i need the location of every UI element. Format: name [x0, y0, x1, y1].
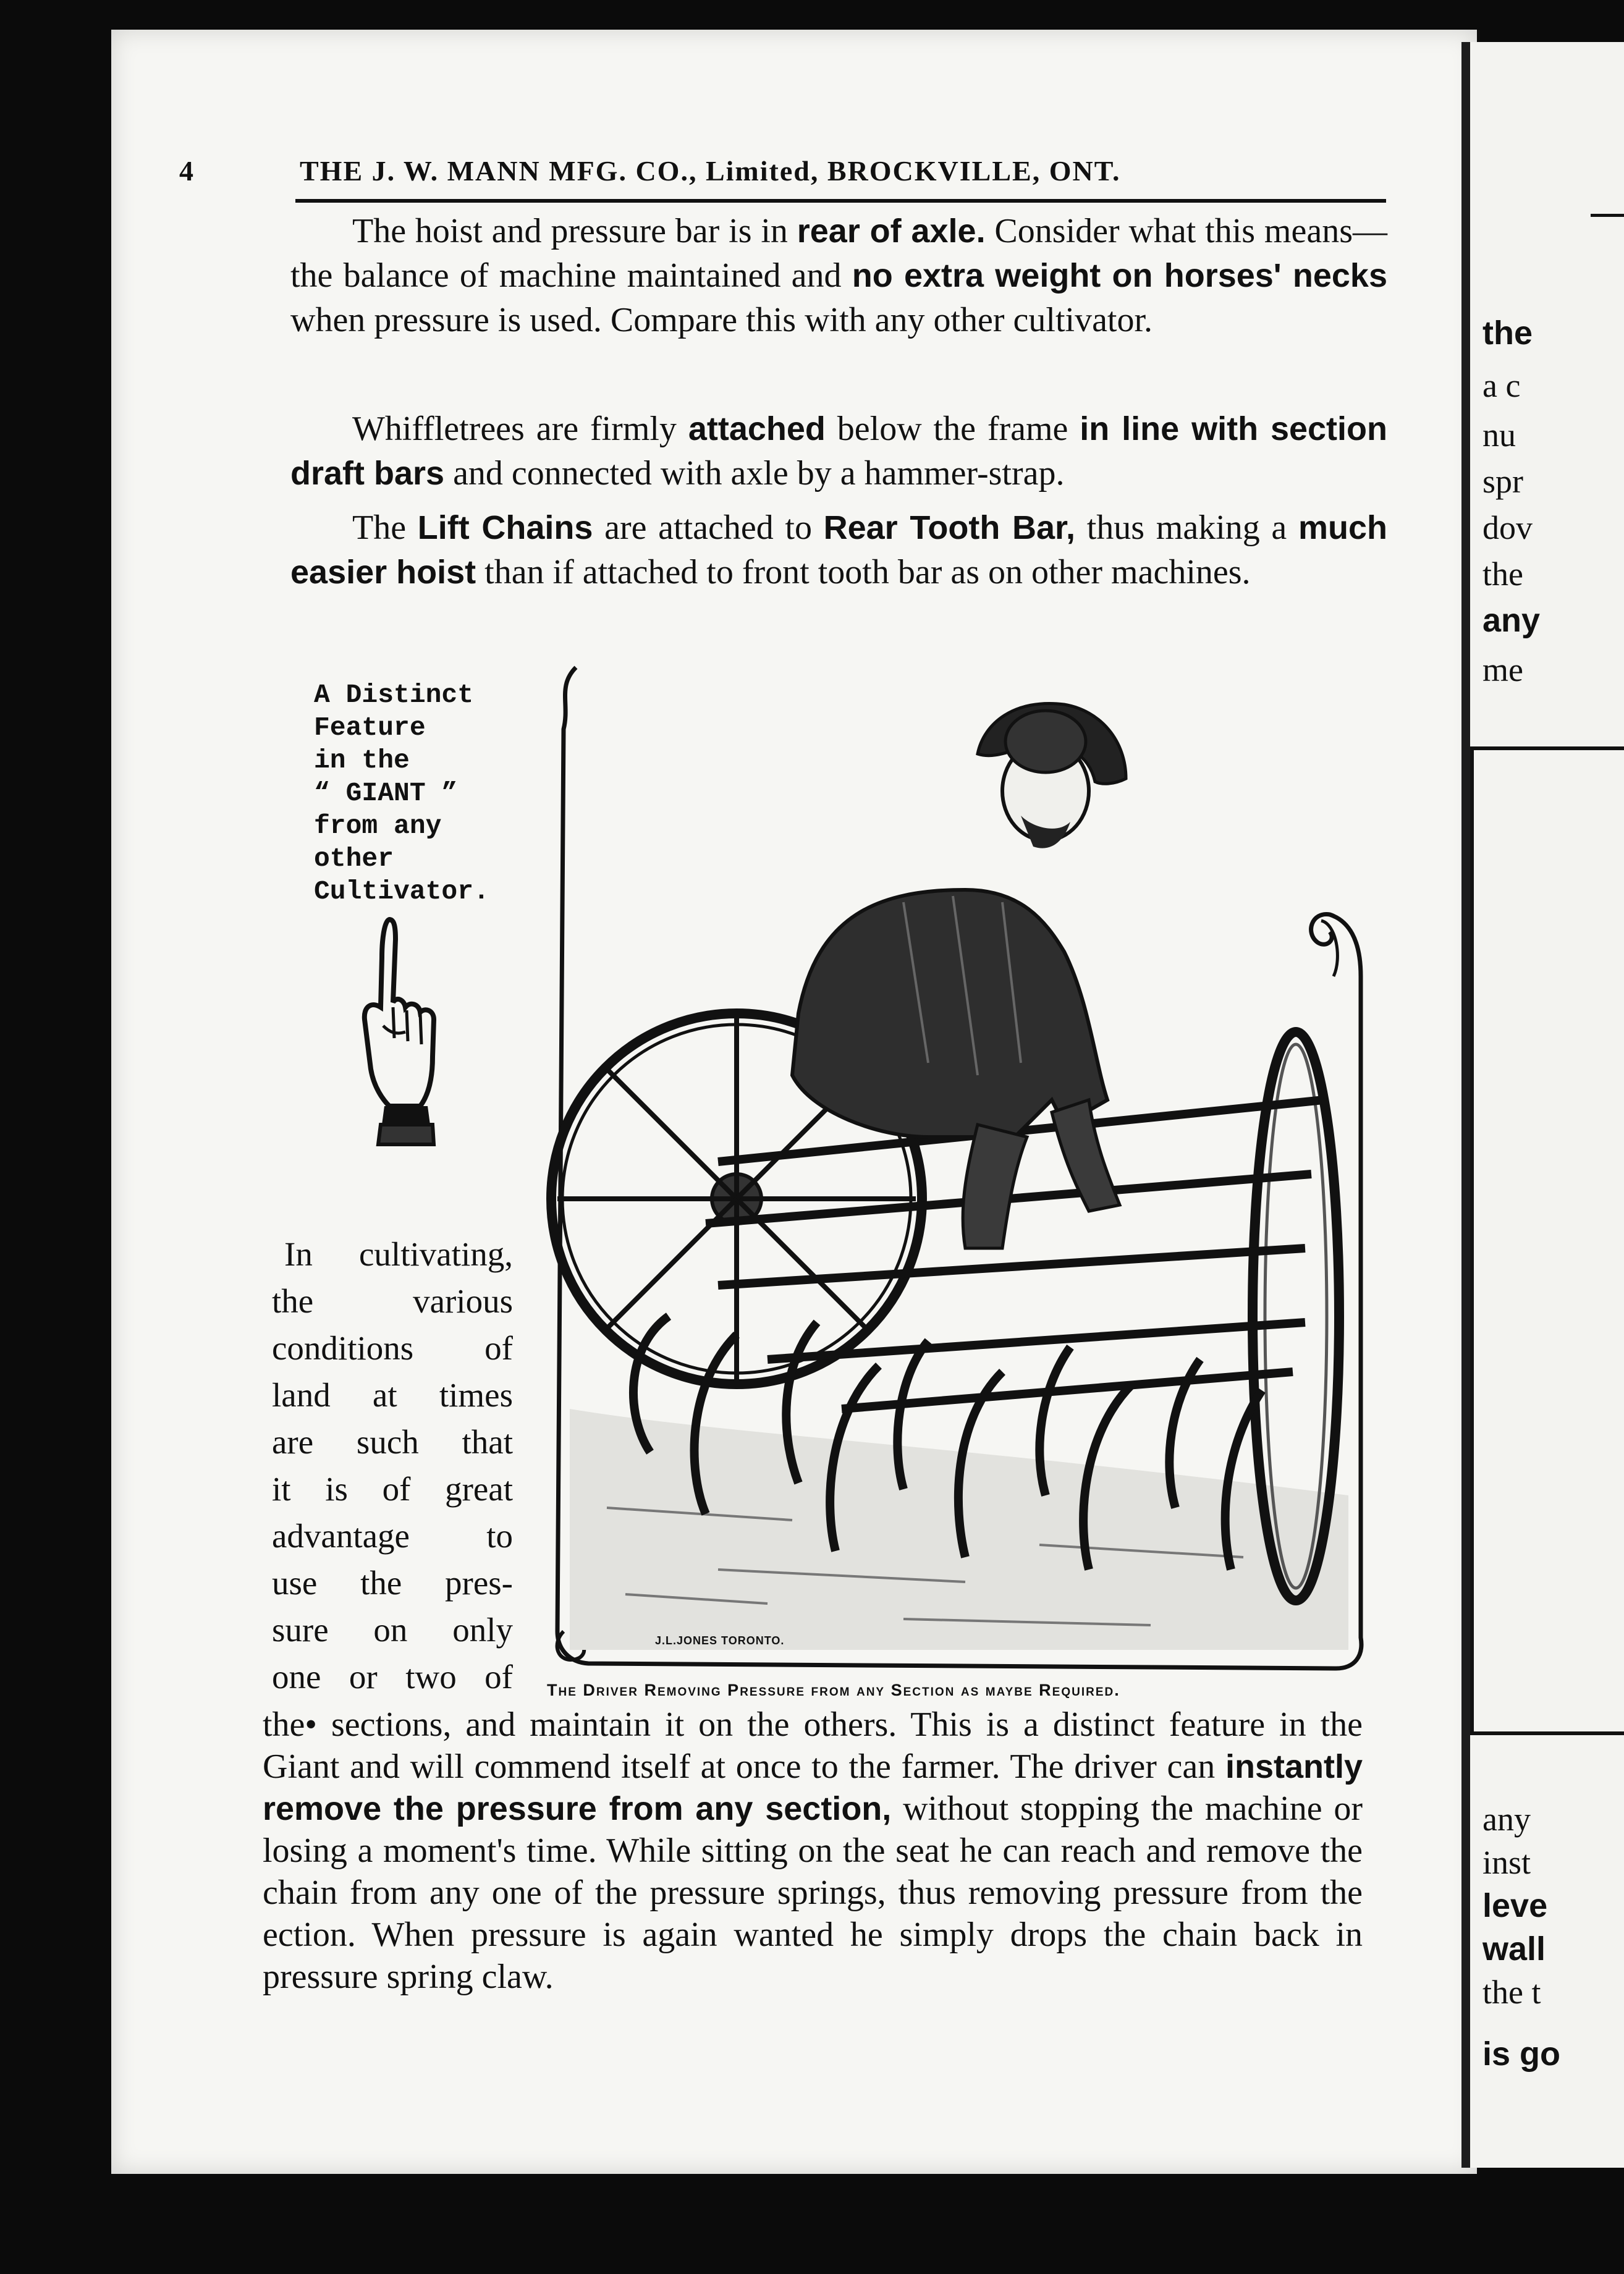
adjacent-fragment: is go [1482, 2035, 1561, 2073]
adjacent-fragment: the t [1482, 1974, 1541, 2011]
adjacent-fragment: inst [1482, 1844, 1531, 1881]
paragraph-pressure-removal: the• sections, and maintain it on the others. This is a distinct feature in the Giant and will commend itself at once to the farmer. The driver can instantly remove the pressure from any section, without stopping the machine or losing a moment's time. While sitting on the seat he can reach and remove the chain from any one of the pressure springs, thus removing pressure from the ection. When pressure is again wanted he simply drops the chain back in pressure spring claw. [263, 1705, 1363, 1996]
left-column-text: In cultivating, the various conditions of land at times are such that it is of great advantage to use the pres- sure on only one or two of [272, 1235, 513, 1696]
cultivator-illustration [533, 630, 1373, 1681]
engraver-credit: J.L.JONES TORONTO. [655, 1634, 785, 1647]
adjacent-fragment: any [1482, 1801, 1531, 1838]
adjacent-fragment: me [1482, 651, 1523, 688]
running-header [179, 154, 1384, 187]
adjacent-fragment: spr [1482, 463, 1523, 500]
adjacent-fragment: leve [1482, 1887, 1548, 1924]
adjacent-fragment: the [1482, 556, 1523, 593]
adjacent-page-fragment [1461, 42, 1624, 2168]
illustration-caption: The Driver Removing Pressure from any Section as maybe Required. [547, 1681, 1120, 1699]
adjacent-illustration-frame [1470, 746, 1624, 1735]
adjacent-page-rule [1591, 214, 1624, 217]
paragraph-lift-chains: The Lift Chains are attached to Rear Tooth Bar, thus making a much easier hoist than if attached to front tooth bar as on other machines. [290, 509, 1387, 591]
adjacent-fragment: wall [1482, 1930, 1546, 1968]
adjacent-fragment: the [1482, 315, 1533, 352]
adjacent-fragment: a c [1482, 367, 1521, 404]
paragraph-hoist: The hoist and pressure bar is in rear of axle. Consider what this means—the balance of machine maintained and no extra weight on horses' necks when pressure is used. Compare this with any other cultivator. [290, 212, 1387, 339]
page-number: 4 [179, 155, 195, 187]
pointing-hand-icon [346, 915, 445, 1149]
adjacent-fragment: any [1482, 602, 1541, 639]
adjacent-fragment: nu [1482, 416, 1516, 454]
running-title: THE J. W. MANN MFG. CO., Limited, BROCKVILLE, ONT. [300, 155, 1121, 187]
paragraph-whiffletrees: Whiffletrees are firmly attached below the frame in line with section draft bars and connected with axle by a hammer-strap. [290, 410, 1388, 492]
distinct-feature-note: A Distinct Feature in the “ GIANT ” from any other Cultivator. [314, 680, 489, 907]
adjacent-fragment: dov [1482, 509, 1533, 546]
header-rule [295, 199, 1386, 203]
